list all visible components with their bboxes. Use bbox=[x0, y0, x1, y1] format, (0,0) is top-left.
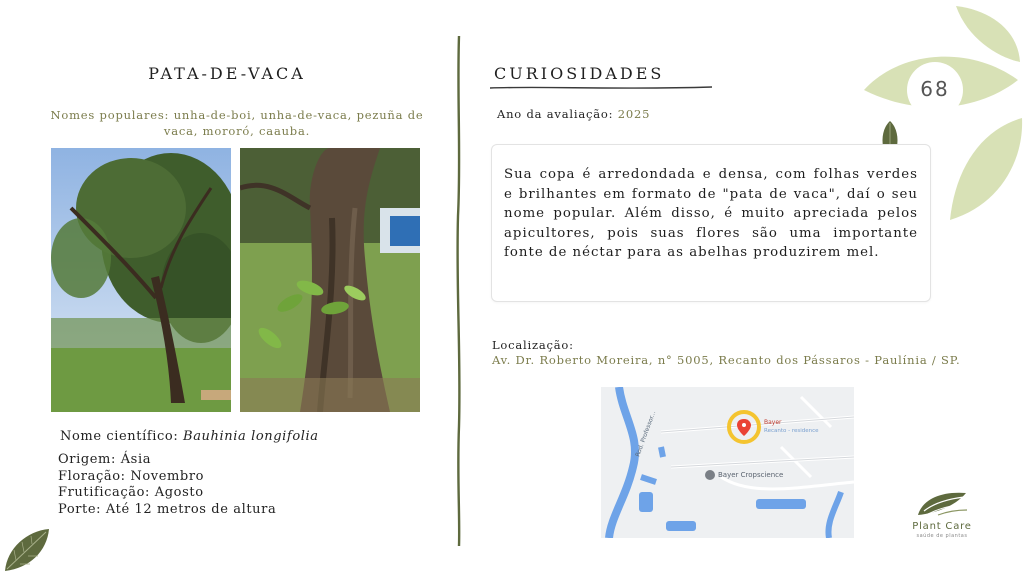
fact-size: Porte: Até 12 metros de altura bbox=[58, 501, 277, 517]
popular-names-label: Nomes populares: bbox=[50, 108, 170, 122]
page-number: 68 bbox=[920, 77, 950, 101]
description-text: Sua copa é arredondada e densa, com folhas verdes e brilhantes em formato de "pata de vaca", daí o seu nome popular. Além disso, é muito apreciada pelos apicultores, pois suas flores são uma importante fonte de néctar para as abelhas produzirem mel. bbox=[504, 167, 918, 260]
bottom-leaf-icon bbox=[2, 526, 52, 574]
fact-fruiting: Frutificação: Agosto bbox=[58, 485, 204, 500]
fact-flowering: Floração: Novembro bbox=[58, 468, 205, 484]
scientific-name-label: Nome científico: bbox=[60, 429, 179, 444]
scientific-name bbox=[60, 429, 319, 446]
popular-names-line2: vaca, mororó, caauba. bbox=[163, 124, 311, 138]
map-marker-label: Bayer bbox=[764, 419, 782, 426]
title-underline bbox=[490, 85, 712, 91]
curiosities-title: CURIOSIDADES bbox=[494, 64, 665, 83]
scientific-name-value: Bauhinia longifolia bbox=[183, 429, 319, 444]
evaluation-year bbox=[497, 107, 650, 121]
location-address: Av. Dr. Roberto Moreira, n° 5005, Recanto dos Pássaros - Paulínia / SP. bbox=[492, 353, 961, 367]
popular-names bbox=[20, 107, 454, 139]
map-road-label: Rod. Professor... bbox=[634, 410, 658, 458]
location-map[interactable] bbox=[601, 387, 854, 538]
plant-care-logo bbox=[914, 487, 970, 519]
description-card bbox=[491, 144, 931, 302]
plant-title: PATA-DE-VACA bbox=[148, 64, 306, 83]
location-label: Localização: bbox=[492, 338, 574, 352]
evaluation-year-label: Ano da avaliação: bbox=[497, 107, 614, 121]
popular-names-line1: unha-de-boi, unha-de-vaca, pezuña de bbox=[173, 108, 424, 122]
tree-photo-canopy bbox=[51, 148, 231, 412]
tree-photo-trunk bbox=[240, 148, 420, 412]
column-divider bbox=[454, 36, 464, 546]
plant-facts bbox=[58, 452, 276, 518]
map-poi-label: Bayer Cropscience bbox=[718, 471, 784, 479]
fact-origin: Origem: Ásia bbox=[58, 452, 152, 467]
brand-name: Plant Care bbox=[912, 521, 972, 532]
map-marker-sublabel: Recanto - residence bbox=[764, 428, 819, 434]
evaluation-year-value: 2025 bbox=[617, 107, 651, 121]
brand-tagline: saúde de plantas bbox=[916, 533, 968, 539]
